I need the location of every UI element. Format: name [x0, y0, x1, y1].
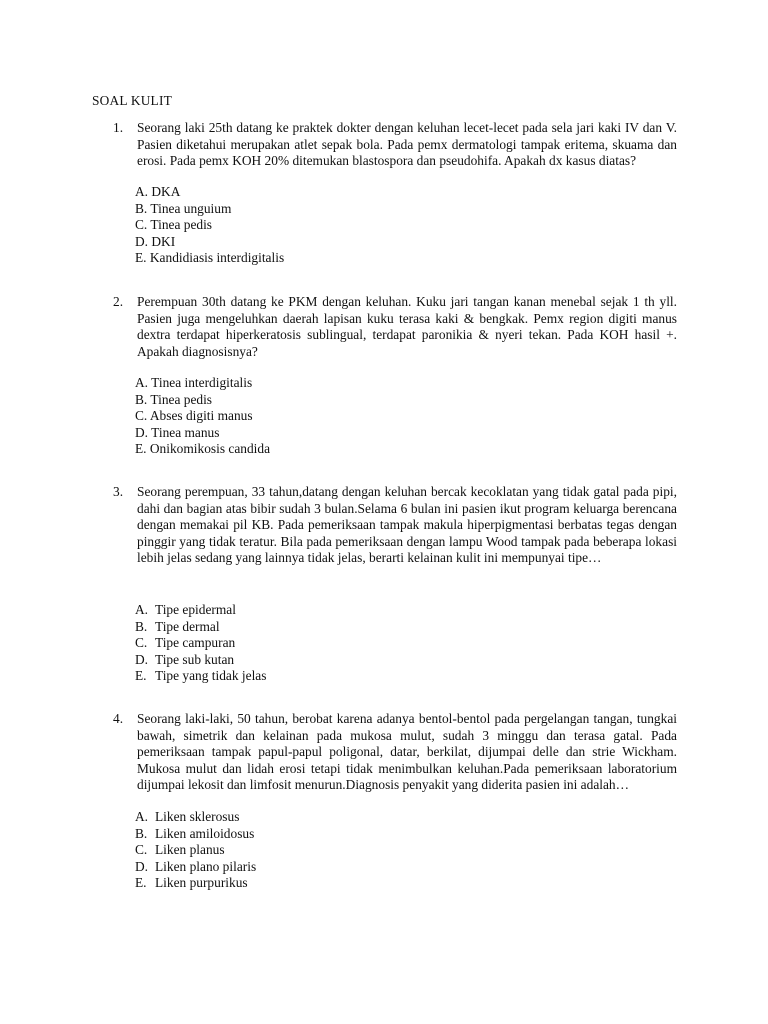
answer-option	[135, 602, 266, 619]
option-letter: A.	[135, 184, 149, 199]
answer-option	[135, 184, 284, 201]
document-title: SOAL KULIT	[92, 93, 172, 108]
answer-option	[135, 652, 266, 669]
answer-option	[135, 441, 270, 458]
answer-option	[135, 826, 256, 843]
question-stem: Seorang perempuan, 33 tahun,datang dengan keluhan bercak kecoklatan yang tidak gatal pada pipi, dahi dan bagian atas bibir sudah 3 bulan.Selama 6 bulan ini pasien ikut program keluarga berencana dengan memakai pil KB. Pada pemeriksaan tampak makula hiperpigmentasi berbatas tegas dengan pinggir yang tidak teratur. Bila pada pemeriksaan dengan lampu Wood tampak pada beberapa lokasi lebih jelas sedang yang lainnya tidak jelas, berarti kelainan kulit ini mempunyai tipe…	[137, 484, 677, 565]
answer-options	[135, 809, 256, 892]
answer-options	[135, 375, 270, 458]
answer-option	[135, 375, 270, 392]
option-letter: C.	[135, 408, 148, 423]
option-letter: D.	[135, 233, 149, 249]
question-number: 1.	[113, 120, 124, 135]
option-letter: C.	[135, 217, 148, 232]
option-text: Tipe yang tidak jelas	[155, 668, 267, 683]
answer-option	[135, 201, 284, 218]
option-text: Tipe sub kutan	[155, 651, 235, 667]
option-letter: B.	[135, 200, 148, 216]
answer-option	[135, 234, 284, 251]
option-text: DKA	[151, 184, 181, 199]
option-letter: E.	[135, 668, 147, 683]
option-text: Tinea pedis	[150, 391, 213, 407]
option-letter: D.	[135, 858, 149, 874]
answer-option	[135, 425, 270, 442]
option-letter: E.	[135, 441, 147, 456]
answer-option	[135, 842, 256, 859]
answer-option	[135, 392, 270, 409]
option-text: DKI	[151, 233, 176, 249]
option-text: Tinea manus	[151, 424, 220, 440]
option-letter: A.	[135, 809, 149, 824]
option-text: Liken amiloidosus	[155, 825, 255, 841]
answer-option	[135, 668, 266, 685]
option-text: Tipe campuran	[155, 635, 236, 650]
answer-option	[135, 635, 266, 652]
question-stem: Seorang laki-laki, 50 tahun, berobat karena adanya bentol-bentol pada pergelangan tangan, tungkai bawah, simetrik dan kelainan pada mukosa mulut, sudah 3 minggu dan terasa gatal. Pada pemeriksaan tampak papul-papul poligonal, datar, berkilat, dijumpai delle dan strie Wickham. Mukosa mulut dan lidah erosi tetapi tidak menimbulkan keluhan.Pada pemeriksaan laboratorium dijumpai lekosit dan limfosit menurun.Diagnosis penyakit yang diderita pasien ini adalah…	[137, 711, 677, 792]
option-text: Tinea interdigitalis	[151, 375, 253, 390]
option-text: Liken plano pilaris	[155, 858, 257, 874]
answer-options	[135, 602, 266, 685]
answer-options	[135, 184, 284, 267]
question-number: 3.	[113, 484, 124, 499]
option-letter: D.	[135, 424, 149, 440]
option-letter: B.	[135, 391, 148, 407]
option-letter: E.	[135, 875, 147, 890]
answer-option	[135, 217, 284, 234]
option-text: Tipe dermal	[155, 618, 220, 634]
option-text: Tipe epidermal	[155, 602, 236, 617]
option-text: Liken sklerosus	[155, 809, 240, 824]
answer-option	[135, 859, 256, 876]
question-stem: Seorang laki 25th datang ke praktek dokter dengan keluhan lecet-lecet pada sela jari kaki IV dan V. Pasien diketahui merupakan atlet sepak bola. Pada pemx dermatologi tampak eritema, skuama dan erosi. Pada pemx KOH 20% ditemukan blastospora dan pseudohifa. Apakah dx kasus diatas?	[137, 120, 677, 168]
option-text: Liken planus	[155, 842, 225, 857]
option-letter: C.	[135, 635, 148, 650]
option-letter: E.	[135, 250, 147, 265]
option-text: Abses digiti manus	[149, 408, 253, 423]
option-letter: A.	[135, 375, 149, 390]
answer-option	[135, 875, 256, 892]
answer-option	[135, 250, 284, 267]
option-letter: D.	[135, 651, 149, 667]
option-text: Tinea pedis	[150, 217, 213, 232]
option-letter: B.	[135, 618, 148, 634]
answer-option	[135, 809, 256, 826]
option-text: Onikomikosis candida	[149, 441, 271, 456]
option-text: Liken purpurikus	[155, 875, 248, 890]
option-letter: A.	[135, 602, 149, 617]
question-stem: Perempuan 30th datang ke PKM dengan keluhan. Kuku jari tangan kanan menebal sejak 1 th yll. Pasien juga mengeluhkan daerah lapisan kuku terasa kaki & bengkak. Pemx region digiti manus dextra terdapat hiperkeratosis sublingual, terdapat paronikia & nyeri tekan. Pada KOH hasil +. Apakah diagnosisnya?	[137, 294, 677, 359]
option-text: Tinea unguium	[150, 200, 232, 216]
option-letter: C.	[135, 842, 148, 857]
option-letter: B.	[135, 825, 148, 841]
question-number: 2.	[113, 294, 124, 309]
answer-option	[135, 408, 270, 425]
option-text: Kandidiasis interdigitalis	[149, 250, 285, 265]
answer-option	[135, 619, 266, 636]
question-number: 4.	[113, 711, 124, 726]
